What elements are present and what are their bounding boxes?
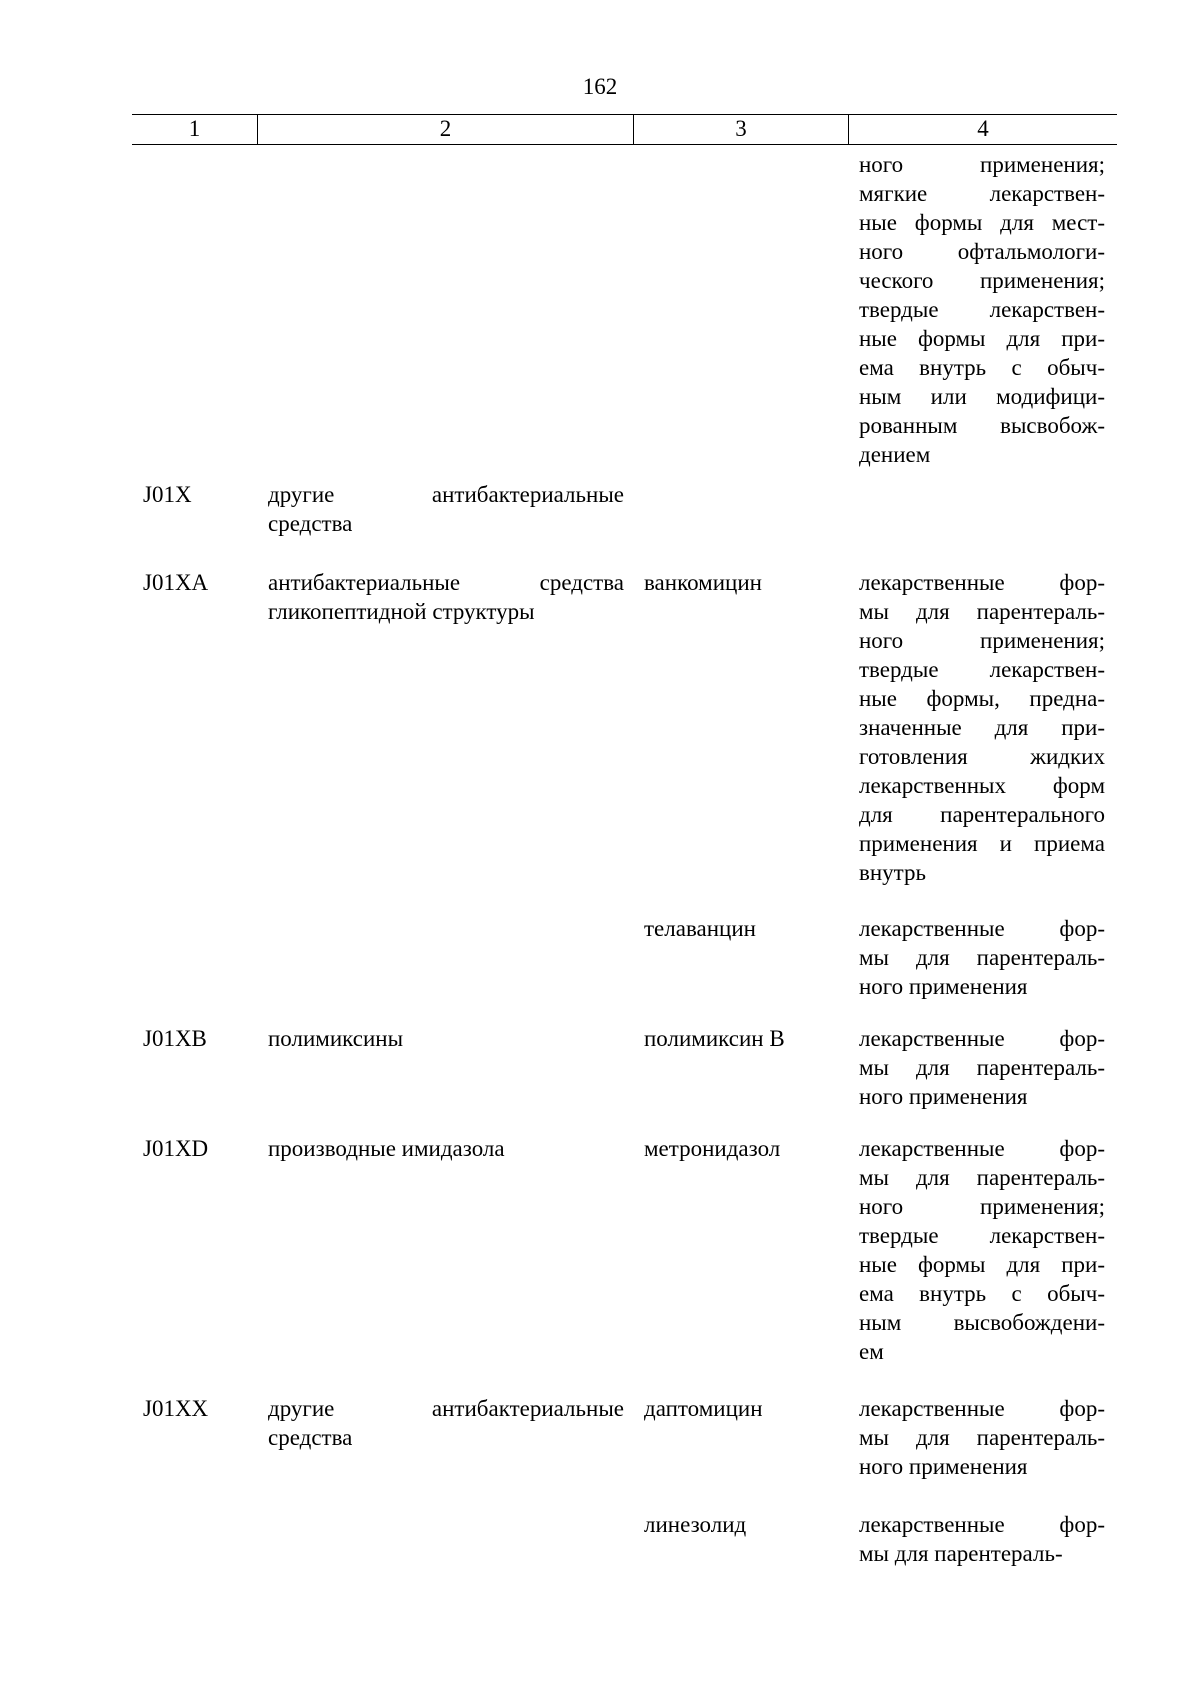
atc-code: J01XD [143, 1136, 209, 1161]
dosage-forms-line: ема внутрь с обыч- [859, 1281, 1105, 1306]
atc-group [268, 1024, 624, 1053]
dosage-forms-line: рованным высвобож- [859, 413, 1105, 438]
dosage-forms-line: лекарственные фор- [859, 1136, 1105, 1161]
atc-group-line: антибактериальные средства [268, 570, 624, 595]
dosage-forms [859, 914, 1105, 1001]
dosage-forms-line: мы для парентераль- [859, 1055, 1105, 1080]
atc-group-line: полимиксины [268, 1026, 404, 1051]
dosage-forms-line: ного применения [859, 1454, 1028, 1479]
dosage-forms-line: лекарственные фор- [859, 1026, 1105, 1051]
drug-name: полимиксин B [644, 1026, 785, 1051]
dosage-forms [859, 1510, 1105, 1568]
dosage-forms-line: готовления жидких [859, 744, 1105, 769]
dosage-forms-line: для парентерального [859, 802, 1105, 827]
dosage-forms-line: мы для парентераль- [859, 599, 1105, 624]
drug-name: телаванцин [644, 916, 756, 941]
dosage-forms [859, 150, 1105, 469]
atc-code: J01X [143, 482, 192, 507]
atc-group-line: средства [268, 1425, 353, 1450]
atc-group [268, 1394, 624, 1452]
dosage-forms-line: ного применения [859, 974, 1028, 999]
dosage-forms-line: дением [859, 442, 931, 467]
dosage-forms-line: лекарственные фор- [859, 1512, 1105, 1537]
atc-group-line: гликопептидной структуры [268, 599, 535, 624]
dosage-forms-line: твердые лекарствен- [859, 297, 1105, 322]
column-header-1: 1 [132, 115, 258, 144]
dosage-forms [859, 1024, 1105, 1111]
dosage-forms-line: ным или модифици- [859, 384, 1105, 409]
dosage-forms-line: ные формы для мест- [859, 210, 1105, 235]
dosage-forms-line: ным высвобождени- [859, 1310, 1105, 1335]
drug-name: ванкомицин [644, 570, 762, 595]
atc-group-line: другие антибактериальные [268, 482, 624, 507]
dosage-forms-line: ного применения; [859, 1194, 1105, 1219]
table-header [132, 114, 1117, 145]
dosage-forms-line: ного применения [859, 1084, 1028, 1109]
dosage-forms-line: ного применения; [859, 152, 1105, 177]
atc-group [268, 568, 624, 626]
dosage-forms-line: мы для парентераль- [859, 1425, 1105, 1450]
column-header-4: 4 [977, 116, 989, 141]
drug-name: даптомицин [644, 1396, 763, 1421]
atc-code: J01XX [143, 1396, 209, 1421]
drug-name: метронидазол [644, 1136, 781, 1161]
dosage-forms-line: лекарственные фор- [859, 916, 1105, 941]
dosage-forms-line: мы для парентераль- [859, 1165, 1105, 1190]
dosage-forms-line: твердые лекарствен- [859, 1223, 1105, 1248]
dosage-forms-line: ного применения; [859, 628, 1105, 653]
atc-group-line: средства [268, 511, 353, 536]
dosage-forms-line: применения и приема [859, 831, 1105, 856]
atc-code: J01XB [143, 1026, 207, 1051]
dosage-forms-line: ные формы, предна- [859, 686, 1105, 711]
dosage-forms-line: твердые лекарствен- [859, 657, 1105, 682]
atc-group [268, 1134, 624, 1163]
dosage-forms-line: мы для парентераль- [859, 945, 1105, 970]
atc-group-line: производные имидазола [268, 1136, 505, 1161]
dosage-forms-line: ема внутрь с обыч- [859, 355, 1105, 380]
dosage-forms-line: лекарственные фор- [859, 570, 1105, 595]
dosage-forms-line: мы для парентераль- [859, 1541, 1063, 1566]
dosage-forms-line: ные формы для при- [859, 1252, 1105, 1277]
page-number: 162 [582, 74, 618, 99]
dosage-forms [859, 568, 1105, 887]
dosage-forms-line: ем [859, 1339, 884, 1364]
dosage-forms-line: внутрь [859, 860, 926, 885]
dosage-forms-line: ного офтальмологи- [859, 239, 1105, 264]
dosage-forms-line: мягкие лекарствен- [859, 181, 1105, 206]
dosage-forms [859, 1394, 1105, 1481]
dosage-forms-line: лекарственных форм [859, 773, 1105, 798]
dosage-forms-line: ные формы для при- [859, 326, 1105, 351]
dosage-forms-line: лекарственные фор- [859, 1396, 1105, 1421]
column-header-2: 2 [258, 115, 634, 144]
atc-code: J01XA [143, 570, 209, 595]
dosage-forms [859, 1134, 1105, 1366]
dosage-forms-line: значенные для при- [859, 715, 1105, 740]
dosage-forms-line: ческого применения; [859, 268, 1105, 293]
atc-group-line: другие антибактериальные [268, 1396, 624, 1421]
drug-name: линезолид [644, 1512, 747, 1537]
column-header-3: 3 [634, 115, 849, 144]
atc-group [268, 480, 624, 538]
